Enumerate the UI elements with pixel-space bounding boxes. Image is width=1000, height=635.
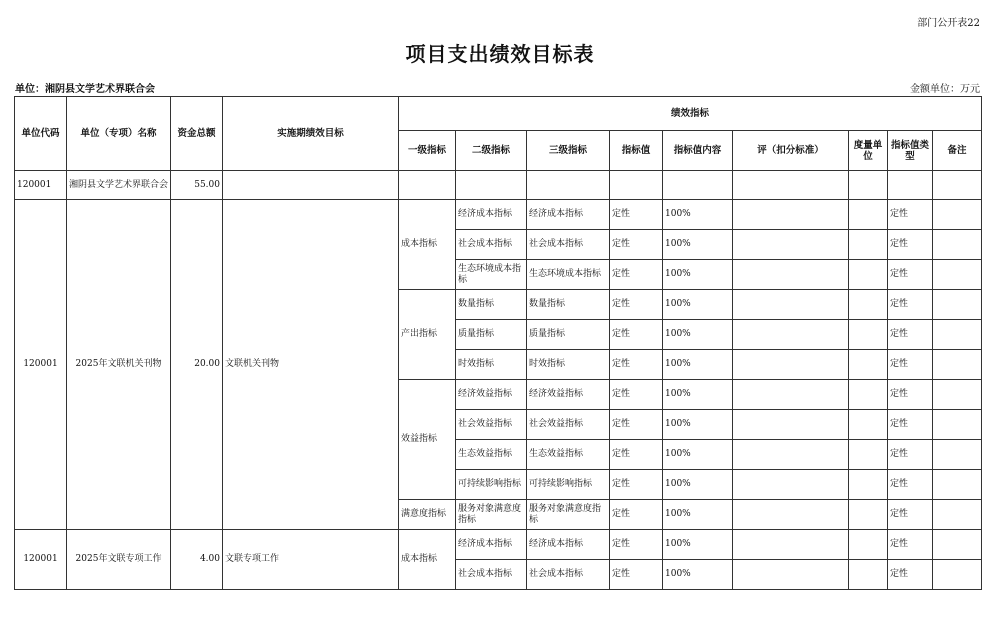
indicator-value: 定性 [610, 470, 663, 500]
project-goal: 文联专项工作 [223, 530, 399, 590]
header-code: 单位代码 [15, 97, 67, 171]
value-type: 定性 [888, 290, 933, 320]
eval-standard [733, 320, 849, 350]
level2-indicator: 质量指标 [456, 320, 527, 350]
measure-unit [849, 530, 888, 560]
indicator-content: 100% [663, 380, 733, 410]
eval-standard [733, 380, 849, 410]
level1-indicator: 成本指标 [399, 200, 456, 290]
level2-indicator: 生态效益指标 [456, 440, 527, 470]
level2-indicator: 经济成本指标 [456, 530, 527, 560]
measure-unit [849, 350, 888, 380]
header-level3: 三级指标 [527, 131, 610, 171]
measure-unit [849, 230, 888, 260]
indicator-value: 定性 [610, 500, 663, 530]
header-value: 指标值 [610, 131, 663, 171]
indicator-content: 100% [663, 290, 733, 320]
value-type: 定性 [888, 440, 933, 470]
level2-indicator: 社会成本指标 [456, 560, 527, 590]
eval-standard [733, 500, 849, 530]
indicator-value: 定性 [610, 230, 663, 260]
indicator-content: 100% [663, 320, 733, 350]
project-name: 2025年文联机关刊物 [67, 200, 171, 530]
header-name: 单位（专项）名称 [67, 97, 171, 171]
remark [933, 410, 982, 440]
value-type: 定性 [888, 230, 933, 260]
eval-standard [733, 440, 849, 470]
header-measure: 度量单位 [849, 131, 888, 171]
remark [933, 350, 982, 380]
remark [933, 230, 982, 260]
level3-indicator: 经济成本指标 [527, 200, 610, 230]
measure-unit [849, 500, 888, 530]
measure-unit [849, 470, 888, 500]
remark [933, 200, 982, 230]
unit-label: 单位：湘阴县文学艺术界联合会 [15, 84, 155, 95]
indicator-value: 定性 [610, 290, 663, 320]
remark [933, 320, 982, 350]
level3-indicator: 质量指标 [527, 320, 610, 350]
level3-indicator: 经济成本指标 [527, 530, 610, 560]
page-title: 项目支出绩效目标表 [405, 42, 595, 66]
level3-indicator: 服务对象满意度指标 [527, 500, 610, 530]
level3-indicator: 经济效益指标 [527, 380, 610, 410]
project-total: 20.00 [171, 200, 223, 530]
level2-indicator: 社会成本指标 [456, 230, 527, 260]
measure-unit [849, 260, 888, 290]
eval-standard [733, 470, 849, 500]
measure-unit [849, 440, 888, 470]
indicator-content: 100% [663, 230, 733, 260]
level1-indicator: 效益指标 [399, 380, 456, 500]
level2-indicator: 社会效益指标 [456, 410, 527, 440]
level1-indicator: 成本指标 [399, 530, 456, 590]
remark [933, 560, 982, 590]
value-type: 定性 [888, 470, 933, 500]
header-level2: 二级指标 [456, 131, 527, 171]
header-vtype: 指标值类型 [888, 131, 933, 171]
indicator-value: 定性 [610, 260, 663, 290]
indicator-value: 定性 [610, 560, 663, 590]
header-total: 资金总额 [171, 97, 223, 171]
level1-indicator: 满意度指标 [399, 500, 456, 530]
level1-indicator: 产出指标 [399, 290, 456, 380]
level3-indicator: 数量指标 [527, 290, 610, 320]
level2-indicator: 经济效益指标 [456, 380, 527, 410]
indicator-value: 定性 [610, 530, 663, 560]
measure-unit [849, 320, 888, 350]
remark [933, 530, 982, 560]
header-content: 指标值内容 [663, 131, 733, 171]
header-goal: 实施期绩效目标 [223, 97, 399, 171]
table-row [15, 200, 982, 230]
indicator-value: 定性 [610, 200, 663, 230]
level2-indicator: 时效指标 [456, 350, 527, 380]
measure-unit [849, 200, 888, 230]
remark [933, 470, 982, 500]
level3-indicator: 时效指标 [527, 350, 610, 380]
indicator-value: 定性 [610, 350, 663, 380]
indicator-content: 100% [663, 500, 733, 530]
eval-standard [733, 260, 849, 290]
level3-indicator: 可持续影响指标 [527, 470, 610, 500]
project-name: 2025年文联专项工作 [67, 530, 171, 590]
indicator-content: 100% [663, 200, 733, 230]
indicator-content: 100% [663, 350, 733, 380]
summary-total: 55.00 [171, 171, 223, 200]
table-number: 部门公开表22 [917, 18, 980, 29]
indicator-value: 定性 [610, 410, 663, 440]
level2-indicator: 数量指标 [456, 290, 527, 320]
value-type: 定性 [888, 260, 933, 290]
header-remark: 备注 [933, 131, 982, 171]
measure-unit [849, 560, 888, 590]
header-perf: 绩效指标 [399, 97, 982, 131]
indicator-content: 100% [663, 470, 733, 500]
remark [933, 260, 982, 290]
eval-standard [733, 410, 849, 440]
indicator-content: 100% [663, 440, 733, 470]
summary-code: 120001 [15, 171, 67, 200]
remark [933, 380, 982, 410]
level3-indicator: 社会效益指标 [527, 410, 610, 440]
indicator-content: 100% [663, 410, 733, 440]
project-code: 120001 [15, 530, 67, 590]
value-type: 定性 [888, 200, 933, 230]
eval-standard [733, 290, 849, 320]
value-type: 定性 [888, 380, 933, 410]
level3-indicator: 生态效益指标 [527, 440, 610, 470]
eval-standard [733, 230, 849, 260]
project-code: 120001 [15, 200, 67, 530]
table-row [15, 530, 982, 560]
value-type: 定性 [888, 350, 933, 380]
measure-unit [849, 290, 888, 320]
eval-standard [733, 200, 849, 230]
value-type: 定性 [888, 560, 933, 590]
money-unit-label: 金额单位：万元 [910, 84, 980, 95]
level3-indicator: 社会成本指标 [527, 230, 610, 260]
indicator-content: 100% [663, 260, 733, 290]
measure-unit [849, 410, 888, 440]
project-total: 4.00 [171, 530, 223, 590]
indicator-content: 100% [663, 560, 733, 590]
summary-name: 湘阴县文学艺术界联合会 [67, 171, 171, 200]
indicator-value: 定性 [610, 380, 663, 410]
value-type: 定性 [888, 320, 933, 350]
header-level1: 一级指标 [399, 131, 456, 171]
eval-standard [733, 560, 849, 590]
indicator-value: 定性 [610, 320, 663, 350]
eval-standard [733, 530, 849, 560]
level2-indicator: 可持续影响指标 [456, 470, 527, 500]
performance-table [14, 96, 982, 590]
value-type: 定性 [888, 410, 933, 440]
remark [933, 290, 982, 320]
measure-unit [849, 380, 888, 410]
header-eval: 评（扣分标准） [733, 131, 849, 171]
indicator-value: 定性 [610, 440, 663, 470]
project-goal: 文联机关刊物 [223, 200, 399, 530]
remark [933, 440, 982, 470]
eval-standard [733, 350, 849, 380]
level2-indicator: 生态环境成本指标 [456, 260, 527, 290]
level2-indicator: 服务对象满意度指标 [456, 500, 527, 530]
indicator-content: 100% [663, 530, 733, 560]
level3-indicator: 社会成本指标 [527, 560, 610, 590]
level2-indicator: 经济成本指标 [456, 200, 527, 230]
value-type: 定性 [888, 500, 933, 530]
level3-indicator: 生态环境成本指标 [527, 260, 610, 290]
summary-row [15, 171, 982, 200]
remark [933, 500, 982, 530]
value-type: 定性 [888, 530, 933, 560]
